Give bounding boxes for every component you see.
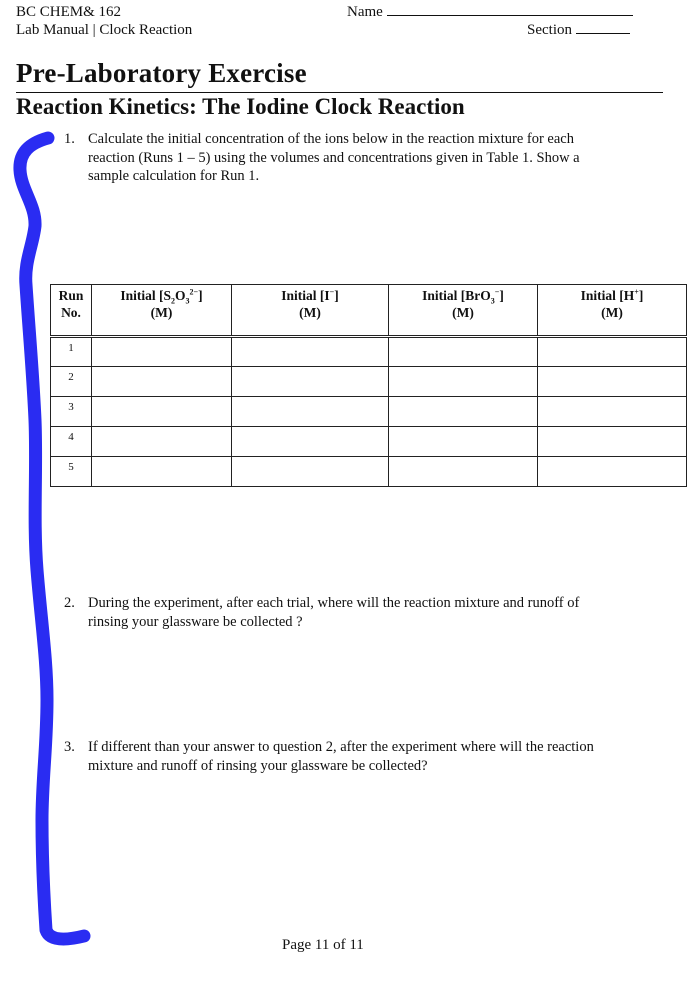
run-number: 2: [51, 367, 92, 397]
concentration-table: [50, 284, 687, 487]
bro3-unit: (M): [452, 305, 474, 320]
hplus-post: ]: [638, 288, 644, 303]
section-blank: [576, 33, 630, 34]
bro3-answer-cell[interactable]: [389, 397, 538, 427]
section-label: Section: [527, 22, 572, 38]
iodide-answer-cell[interactable]: [232, 457, 389, 487]
hplus-charge: +: [634, 287, 639, 297]
section-field: [527, 21, 630, 39]
iodide-charge: −: [329, 287, 335, 297]
name-field: [347, 3, 633, 21]
col-header-hplus: [538, 285, 687, 337]
page-subtitle: Reaction Kinetics: The Iodine Clock Reaction: [16, 94, 465, 119]
hplus-pre: Initial [H: [580, 288, 635, 303]
question-3-line: mixture and runoff of rinsing your glassware be collected?: [88, 757, 428, 774]
bro3-charge: −: [494, 287, 500, 297]
name-blank: [387, 15, 633, 16]
bro3-answer-cell[interactable]: [389, 427, 538, 457]
s2o3-answer-cell[interactable]: [92, 367, 232, 397]
hplus-answer-cell[interactable]: [538, 457, 687, 487]
col-header-run: [51, 285, 92, 337]
question-1-line: reaction (Runs 1 – 5) using the volumes and concentrations given in Table 1. Show a: [88, 149, 580, 166]
question-1: [64, 130, 654, 190]
course-code: BC CHEM& 162: [16, 4, 122, 20]
hplus-answer-cell[interactable]: [538, 397, 687, 427]
hplus-answer-cell[interactable]: [538, 337, 687, 367]
s2o3-sub2: 3: [185, 296, 190, 306]
iodide-answer-cell[interactable]: [232, 367, 389, 397]
iodide-answer-cell[interactable]: [232, 397, 389, 427]
question-3-text: [88, 738, 668, 775]
question-3-number: 3.: [64, 739, 75, 755]
question-1-number: 1.: [64, 131, 75, 147]
s2o3-mid: O: [175, 288, 186, 303]
question-3-line: If different than your answer to question 2, after the experiment where will the reaction: [88, 739, 594, 755]
table-row: [51, 337, 687, 367]
question-1-line: sample calculation for Run 1.: [88, 168, 260, 184]
run-number: 4: [51, 427, 92, 457]
col-header-run-line: No.: [61, 305, 81, 320]
s2o3-charge: 2−: [189, 287, 199, 297]
s2o3-pre: Initial [S: [120, 288, 172, 303]
table-row: [51, 367, 687, 397]
run-number: 1: [51, 337, 92, 367]
question-3: [64, 738, 664, 778]
question-2-line: During the experiment, after each trial, where will the reaction mixture and runoff of: [88, 595, 580, 611]
question-2-text: [88, 594, 654, 631]
col-header-run-line: Run: [58, 288, 84, 303]
bro3-answer-cell[interactable]: [389, 337, 538, 367]
table-row: [51, 397, 687, 427]
hplus-answer-cell[interactable]: [538, 427, 687, 457]
page-title: Pre-Laboratory Exercise: [16, 58, 307, 88]
run-number: 5: [51, 457, 92, 487]
title-rule: [16, 92, 663, 93]
run-number: 3: [51, 397, 92, 427]
col-header-iodide: [232, 285, 389, 337]
bro3-sub: 3: [490, 296, 495, 306]
name-label: Name: [347, 4, 383, 20]
hplus-unit: (M): [601, 305, 623, 320]
iodide-answer-cell[interactable]: [232, 337, 389, 367]
page-number: Page 11 of 11: [282, 937, 364, 953]
bro3-post: ]: [499, 288, 504, 303]
col-header-bro3: [389, 285, 538, 337]
bro3-answer-cell[interactable]: [389, 457, 538, 487]
hplus-answer-cell[interactable]: [538, 367, 687, 397]
s2o3-answer-cell[interactable]: [92, 457, 232, 487]
question-2-line: rinsing your glassware be collected ?: [88, 613, 303, 630]
iodide-pre: Initial [I: [281, 288, 330, 303]
table-header-row: [51, 285, 687, 337]
bro3-answer-cell[interactable]: [389, 367, 538, 397]
table-row: [51, 427, 687, 457]
s2o3-answer-cell[interactable]: [92, 337, 232, 367]
iodide-answer-cell[interactable]: [232, 427, 389, 457]
s2o3-unit: (M): [150, 305, 173, 320]
s2o3-post: ]: [198, 288, 203, 303]
question-2-number: 2.: [64, 595, 75, 611]
bro3-pre: Initial [BrO: [422, 288, 491, 303]
col-header-s2o3: [92, 285, 232, 337]
table-row: [51, 457, 687, 487]
iodide-post: ]: [334, 288, 339, 303]
marker-stroke: [20, 138, 84, 939]
question-2: [64, 594, 654, 634]
s2o3-sub1: 2: [171, 296, 176, 306]
iodide-unit: (M): [299, 305, 321, 320]
s2o3-answer-cell[interactable]: [92, 427, 232, 457]
question-1-line: Calculate the initial concentration of the ions below in the reaction mixture for each: [88, 131, 574, 147]
s2o3-answer-cell[interactable]: [92, 397, 232, 427]
manual-title: Lab Manual | Clock Reaction: [16, 22, 193, 38]
question-1-text: [88, 130, 654, 186]
